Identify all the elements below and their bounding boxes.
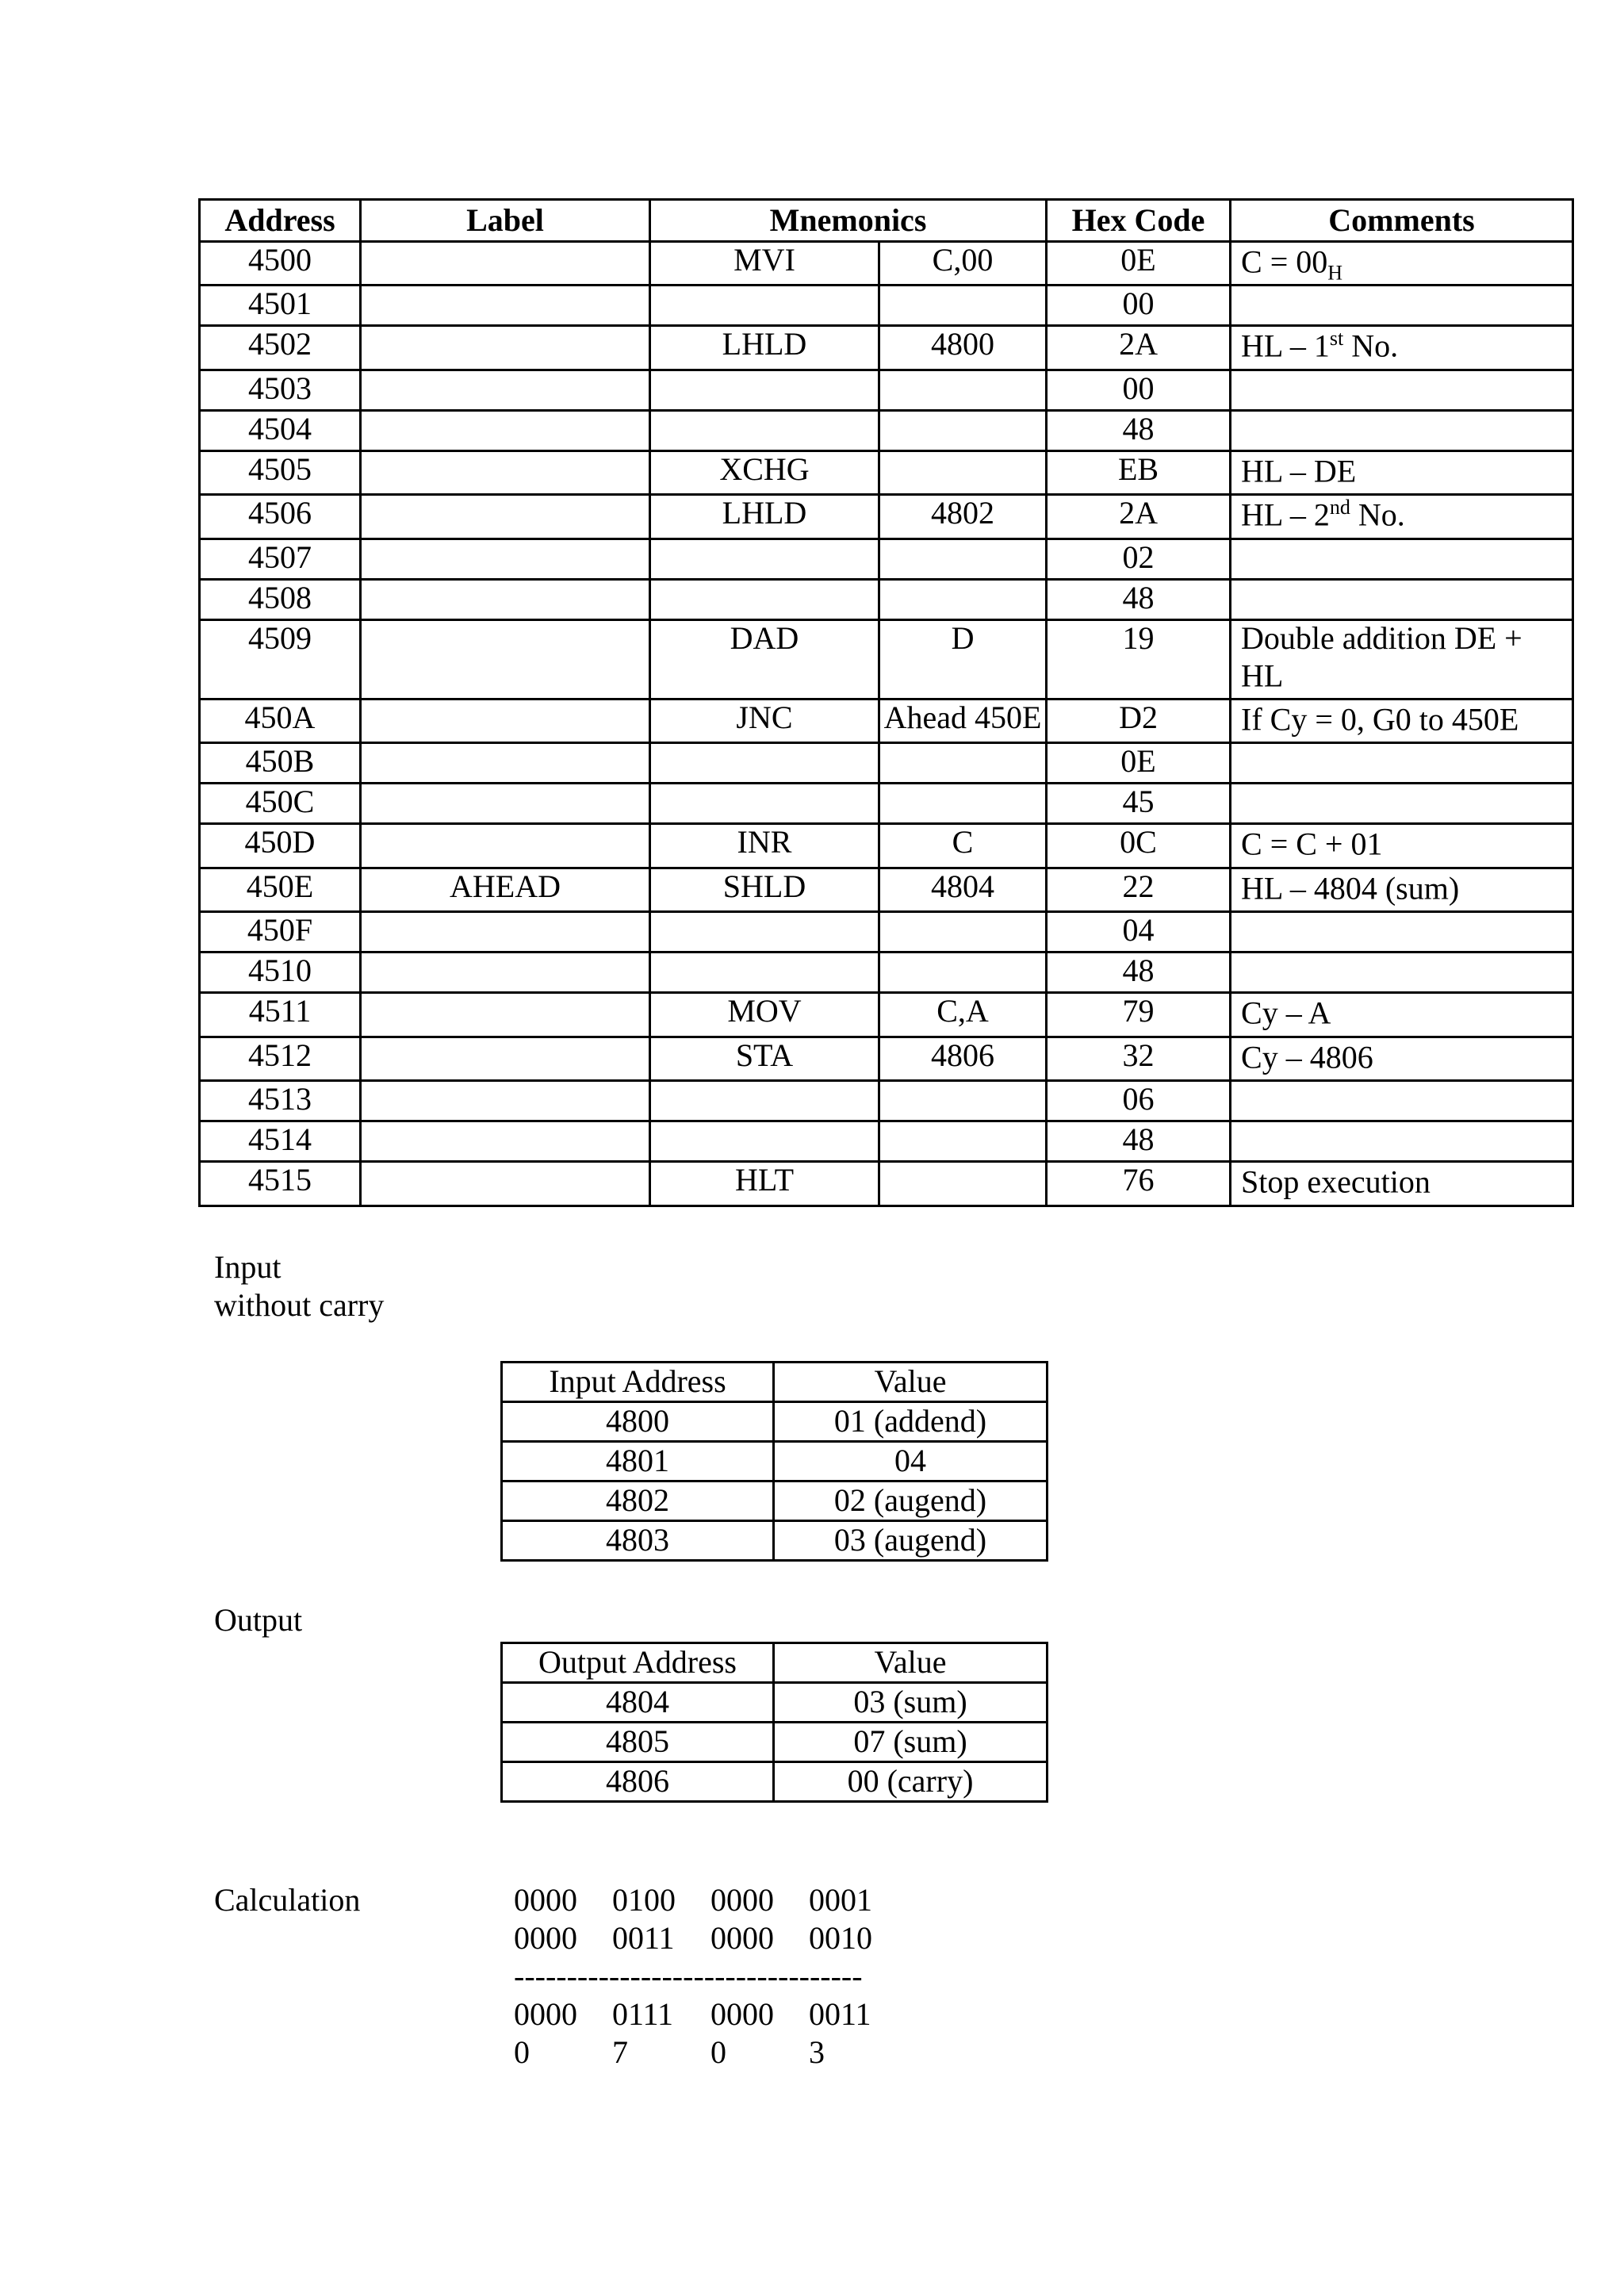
comment-tail: No. — [1350, 496, 1405, 533]
comment-subscript: H — [1327, 261, 1343, 285]
program-table-body — [200, 242, 1573, 1206]
label-cell — [361, 619, 650, 699]
operand-cell — [879, 410, 1047, 450]
address-cell: 4804 — [502, 1683, 774, 1723]
operand-cell: 4800 — [879, 326, 1047, 370]
output-header-address: Output Address — [502, 1643, 774, 1683]
value-cell: 03 (augend) — [774, 1521, 1048, 1561]
mnemonic-cell: MOV — [650, 993, 879, 1037]
header-address: Address — [200, 200, 361, 242]
comment-cell — [1231, 699, 1573, 742]
input-table — [500, 1361, 1048, 1562]
calc-nibble: 0111 — [612, 1996, 674, 2032]
comment-cell — [1231, 993, 1573, 1037]
hex-code-cell: 0C — [1047, 824, 1231, 868]
address-cell: 450A — [200, 699, 361, 742]
calculation-heading: Calculation — [214, 1882, 361, 1918]
mnemonic-cell — [650, 1121, 879, 1162]
hex-code-cell: 48 — [1047, 953, 1231, 993]
label-cell — [361, 743, 650, 784]
program-row — [200, 868, 1573, 911]
mnemonic-cell — [650, 1081, 879, 1121]
hex-code-cell: 76 — [1047, 1162, 1231, 1205]
table-row — [502, 1762, 1048, 1802]
program-row — [200, 824, 1573, 868]
mnemonic-cell — [650, 743, 879, 784]
program-row — [200, 410, 1573, 450]
value-cell: 02 (augend) — [774, 1481, 1048, 1521]
comment-cell — [1231, 743, 1573, 784]
address-cell: 4514 — [200, 1121, 361, 1162]
table-row — [502, 1402, 1048, 1442]
operand-cell: 4804 — [879, 868, 1047, 911]
label-cell — [361, 1121, 650, 1162]
label-cell — [361, 993, 650, 1037]
calc-nibble: 0011 — [612, 1920, 675, 1956]
label-cell — [361, 495, 650, 539]
program-row — [200, 539, 1573, 579]
address-cell: 450E — [200, 868, 361, 911]
table-row — [502, 1683, 1048, 1723]
mnemonic-cell: HLT — [650, 1162, 879, 1205]
program-table-header-row — [200, 200, 1573, 242]
address-cell: 4508 — [200, 579, 361, 619]
program-row — [200, 993, 1573, 1037]
comment-text: Cy – 4806 — [1241, 1039, 1373, 1075]
mnemonic-cell — [650, 579, 879, 619]
comment-cell — [1231, 450, 1573, 494]
address-cell: 4806 — [502, 1762, 774, 1802]
operand-cell — [879, 1081, 1047, 1121]
output-header-value: Value — [774, 1643, 1048, 1683]
label-cell — [361, 1162, 650, 1205]
comment-cell — [1231, 410, 1573, 450]
operand-cell — [879, 1162, 1047, 1205]
input-heading-line1: Input — [214, 1249, 282, 1285]
program-row — [200, 286, 1573, 326]
label-cell — [361, 450, 650, 494]
label-cell — [361, 824, 650, 868]
hex-code-cell: 19 — [1047, 619, 1231, 699]
header-mnemonics: Mnemonics — [650, 200, 1047, 242]
value-cell: 01 (addend) — [774, 1402, 1048, 1442]
mnemonic-cell: XCHG — [650, 450, 879, 494]
mnemonic-cell — [650, 539, 879, 579]
table-row — [502, 1521, 1048, 1561]
operand-cell: C — [879, 824, 1047, 868]
input-header-address: Input Address — [502, 1363, 774, 1402]
comment-text: C = C + 01 — [1241, 826, 1383, 862]
program-row — [200, 743, 1573, 784]
output-table-header-row — [502, 1643, 1048, 1683]
comment-cell — [1231, 1162, 1573, 1205]
calc-nibble: 0011 — [809, 1996, 871, 2032]
program-row — [200, 912, 1573, 953]
address-cell: 4512 — [200, 1037, 361, 1080]
table-row — [502, 1723, 1048, 1762]
input-heading-line2: without carry — [214, 1287, 385, 1323]
output-heading: Output — [214, 1602, 303, 1638]
label-cell — [361, 410, 650, 450]
comment-text: Stop execution — [1241, 1163, 1431, 1200]
calc-rule-line: --------------------------------- — [514, 1958, 863, 1994]
operand-cell — [879, 912, 1047, 953]
comment-cell — [1231, 370, 1573, 410]
mnemonic-cell: STA — [650, 1037, 879, 1080]
address-cell: 4506 — [200, 495, 361, 539]
comment-text: HL – 1 — [1241, 328, 1330, 364]
input-table-header-row — [502, 1363, 1048, 1402]
address-cell: 450B — [200, 743, 361, 784]
calc-nibble: 0000 — [514, 1996, 577, 2032]
mnemonic-cell: SHLD — [650, 868, 879, 911]
address-cell: 4805 — [502, 1723, 774, 1762]
label-cell — [361, 1081, 650, 1121]
calc-nibble: 0000 — [514, 1920, 577, 1956]
value-cell: 04 — [774, 1442, 1048, 1481]
program-row — [200, 579, 1573, 619]
input-table-body — [502, 1363, 1048, 1561]
calc-line-2 — [514, 1919, 872, 1957]
hex-code-cell: 32 — [1047, 1037, 1231, 1080]
program-row — [200, 619, 1573, 699]
label-cell — [361, 286, 650, 326]
program-row — [200, 326, 1573, 370]
address-cell: 4511 — [200, 993, 361, 1037]
address-cell: 4510 — [200, 953, 361, 993]
operand-cell — [879, 953, 1047, 993]
program-row — [200, 953, 1573, 993]
operand-cell — [879, 579, 1047, 619]
program-row — [200, 699, 1573, 742]
operand-cell — [879, 539, 1047, 579]
mnemonic-cell: MVI — [650, 242, 879, 286]
label-cell — [361, 539, 650, 579]
calc-result-line — [514, 1995, 871, 2033]
label-cell — [361, 242, 650, 286]
operand-cell — [879, 450, 1047, 494]
operand-cell: C,00 — [879, 242, 1047, 286]
operand-cell: C,A — [879, 993, 1047, 1037]
comment-superscript: st — [1329, 327, 1344, 351]
comment-cell — [1231, 868, 1573, 911]
calc-nibble: 0000 — [514, 1882, 577, 1918]
program-row — [200, 242, 1573, 286]
hex-code-cell: 48 — [1047, 410, 1231, 450]
hex-code-cell: 22 — [1047, 868, 1231, 911]
program-row — [200, 1121, 1573, 1162]
address-cell: 4507 — [200, 539, 361, 579]
comment-cell — [1231, 286, 1573, 326]
calc-nibble: 0100 — [612, 1882, 676, 1918]
comment-cell — [1231, 495, 1573, 539]
calculation-block — [514, 1881, 872, 2072]
program-row — [200, 784, 1573, 824]
address-cell: 4800 — [502, 1402, 774, 1442]
address-cell: 4509 — [200, 619, 361, 699]
calc-hex-line — [514, 2033, 863, 2072]
mnemonic-cell: LHLD — [650, 495, 879, 539]
comment-tail: No. — [1343, 328, 1399, 364]
program-row — [200, 450, 1573, 494]
operand-cell — [879, 743, 1047, 784]
calc-nibble: 0000 — [710, 1882, 774, 1918]
calc-nibble: 0000 — [710, 1920, 774, 1956]
hex-code-cell: 48 — [1047, 579, 1231, 619]
header-label: Label — [361, 200, 650, 242]
output-table — [500, 1642, 1048, 1803]
mnemonic-cell — [650, 953, 879, 993]
mnemonic-cell — [650, 410, 879, 450]
header-hex-code: Hex Code — [1047, 200, 1231, 242]
address-cell: 4515 — [200, 1162, 361, 1205]
operand-cell — [879, 370, 1047, 410]
operand-cell — [879, 1121, 1047, 1162]
program-table — [198, 198, 1574, 1207]
comment-text: HL – DE — [1241, 453, 1357, 489]
mnemonic-cell: DAD — [650, 619, 879, 699]
hex-code-cell: 02 — [1047, 539, 1231, 579]
address-cell: 4803 — [502, 1521, 774, 1561]
input-heading — [214, 1248, 384, 1324]
operand-cell: 4802 — [879, 495, 1047, 539]
calc-nibble: 0001 — [809, 1882, 872, 1918]
mnemonic-cell: LHLD — [650, 326, 879, 370]
label-cell — [361, 579, 650, 619]
program-row — [200, 495, 1573, 539]
calc-hex-digit: 7 — [612, 2034, 628, 2070]
operand-cell — [879, 286, 1047, 326]
comment-cell — [1231, 619, 1573, 699]
address-cell: 4501 — [200, 286, 361, 326]
hex-code-cell: 0E — [1047, 743, 1231, 784]
comment-cell — [1231, 912, 1573, 953]
calc-nibble: 0000 — [710, 1996, 774, 2032]
calc-hex-digit: 0 — [710, 2034, 726, 2070]
address-cell: 450D — [200, 824, 361, 868]
comment-text: HL – 4804 (sum) — [1241, 870, 1460, 907]
label-cell — [361, 326, 650, 370]
label-cell: AHEAD — [361, 868, 650, 911]
mnemonic-cell — [650, 784, 879, 824]
address-cell: 4505 — [200, 450, 361, 494]
comment-cell — [1231, 326, 1573, 370]
comment-text: Double addition DE + HL — [1241, 619, 1522, 693]
comment-cell — [1231, 1037, 1573, 1080]
calc-line-1 — [514, 1881, 872, 1919]
program-row — [200, 370, 1573, 410]
comment-cell — [1231, 539, 1573, 579]
hex-code-cell: EB — [1047, 450, 1231, 494]
program-row — [200, 1081, 1573, 1121]
header-comments: Comments — [1231, 200, 1573, 242]
address-cell: 4504 — [200, 410, 361, 450]
operand-cell — [879, 784, 1047, 824]
comment-text: Cy – A — [1241, 995, 1331, 1031]
address-cell: 4503 — [200, 370, 361, 410]
hex-code-cell: 48 — [1047, 1121, 1231, 1162]
comment-superscript: nd — [1329, 496, 1350, 519]
comment-text: C = 00 — [1241, 243, 1328, 280]
hex-code-cell: 04 — [1047, 912, 1231, 953]
comment-cell — [1231, 953, 1573, 993]
mnemonic-cell — [650, 912, 879, 953]
table-row — [502, 1442, 1048, 1481]
address-cell: 450F — [200, 912, 361, 953]
program-row — [200, 1037, 1573, 1080]
calc-nibble: 0010 — [809, 1920, 872, 1956]
hex-code-cell: 0E — [1047, 242, 1231, 286]
label-cell — [361, 370, 650, 410]
hex-code-cell: 2A — [1047, 495, 1231, 539]
operand-cell: Ahead 450E — [879, 699, 1047, 742]
mnemonic-cell: JNC — [650, 699, 879, 742]
comment-cell — [1231, 579, 1573, 619]
label-cell — [361, 784, 650, 824]
address-cell: 4502 — [200, 326, 361, 370]
comment-cell — [1231, 1121, 1573, 1162]
comment-cell — [1231, 784, 1573, 824]
mnemonic-cell: INR — [650, 824, 879, 868]
address-cell: 4802 — [502, 1481, 774, 1521]
calc-hex-digit: 0 — [514, 2034, 530, 2070]
hex-code-cell: 45 — [1047, 784, 1231, 824]
operand-cell: 4806 — [879, 1037, 1047, 1080]
comment-cell — [1231, 242, 1573, 286]
calc-hex-digit: 3 — [809, 2034, 825, 2070]
address-cell: 450C — [200, 784, 361, 824]
hex-code-cell: 00 — [1047, 286, 1231, 326]
hex-code-cell: 06 — [1047, 1081, 1231, 1121]
mnemonic-cell — [650, 286, 879, 326]
address-cell: 4801 — [502, 1442, 774, 1481]
input-header-value: Value — [774, 1363, 1048, 1402]
hex-code-cell: 2A — [1047, 326, 1231, 370]
label-cell — [361, 953, 650, 993]
value-cell: 07 (sum) — [774, 1723, 1048, 1762]
table-row — [502, 1481, 1048, 1521]
hex-code-cell: 00 — [1047, 370, 1231, 410]
comment-text: HL – 2 — [1241, 496, 1330, 533]
address-cell: 4500 — [200, 242, 361, 286]
label-cell — [361, 912, 650, 953]
comment-text: If Cy = 0, G0 to 450E — [1241, 701, 1519, 738]
comment-cell — [1231, 824, 1573, 868]
mnemonic-cell — [650, 370, 879, 410]
comment-cell — [1231, 1081, 1573, 1121]
label-cell — [361, 1037, 650, 1080]
value-cell: 00 (carry) — [774, 1762, 1048, 1802]
output-table-body — [502, 1643, 1048, 1802]
address-cell: 4513 — [200, 1081, 361, 1121]
program-row — [200, 1162, 1573, 1205]
label-cell — [361, 699, 650, 742]
value-cell: 03 (sum) — [774, 1683, 1048, 1723]
hex-code-cell: 79 — [1047, 993, 1231, 1037]
hex-code-cell: D2 — [1047, 699, 1231, 742]
operand-cell: D — [879, 619, 1047, 699]
